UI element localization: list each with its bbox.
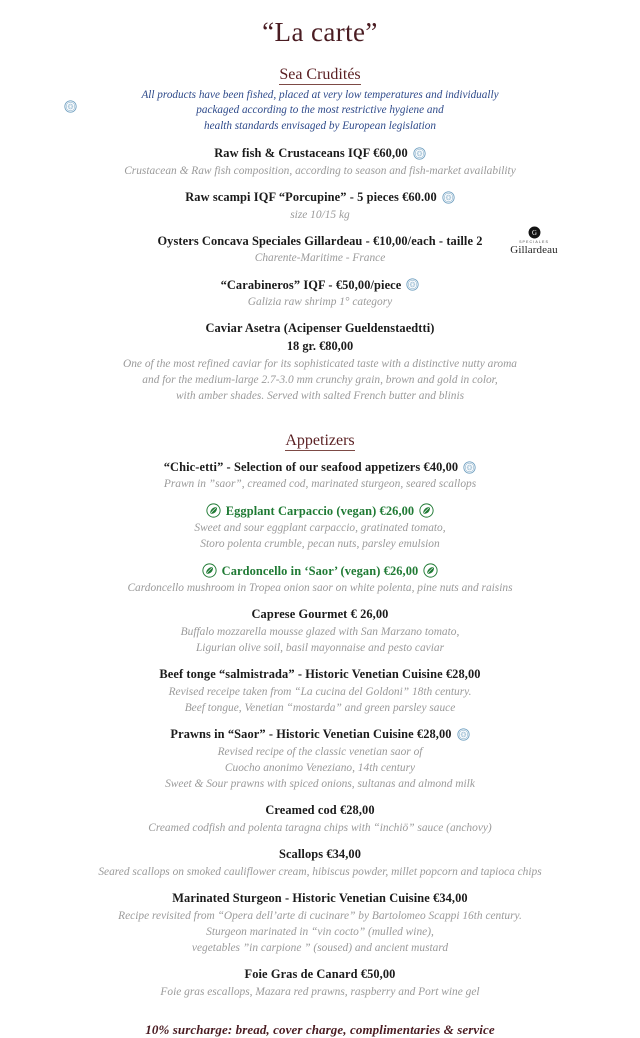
menu-item bbox=[16, 276, 624, 311]
menu-item-description: One of the most refined caviar for its sophisticated taste with a distinctive nutty aroma bbox=[123, 358, 517, 371]
menu-item bbox=[16, 144, 624, 179]
menu-item-description: Recipe revisited from “Opera dell’arte di cucinare” by Bartolomeo Scappi 16th century. bbox=[118, 909, 522, 922]
gillardeau-g-icon bbox=[528, 226, 541, 239]
menu-item-name: Caviar Asetra (Acipenser Gueldenstaedtti) bbox=[205, 321, 435, 336]
intro-text bbox=[16, 88, 624, 134]
vegan-leaf-icon bbox=[419, 503, 434, 518]
section-heading-appetizers bbox=[16, 431, 624, 450]
menu-item-name: Oysters Concava Speciales Gillardeau - €10,00/each - taille 2 bbox=[157, 233, 483, 248]
section-heading-sea-crudites bbox=[16, 65, 624, 84]
menu-item bbox=[16, 188, 624, 223]
menu-item-description: Sturgeon marinated in “vin cocto” (mulled wine), bbox=[206, 925, 434, 938]
menu-item-description: Cuocho anonimo Veneziano, 14th century bbox=[224, 762, 416, 775]
intro-line: All products have been fished, placed at very low temperatures and individually bbox=[141, 88, 499, 101]
gillardeau-brand-name: Gillardeau bbox=[510, 244, 558, 257]
menu-item-description: Charente-Maritime - France bbox=[254, 252, 386, 265]
menu-item-description: Revised recipe of the classic venetian saor of bbox=[217, 745, 423, 758]
menu-sections bbox=[16, 65, 624, 1009]
menu-item-title-row bbox=[16, 319, 624, 338]
menu-item bbox=[16, 229, 624, 267]
menu-item bbox=[16, 458, 624, 493]
menu-item-title-row bbox=[16, 845, 624, 864]
menu-item-title-row bbox=[16, 725, 624, 744]
menu-item-title-row bbox=[16, 458, 624, 477]
intro-frozen-badge bbox=[64, 98, 77, 116]
menu-item-title-row bbox=[16, 188, 624, 207]
menu-item-description: Sweet & Sour prawns with spiced onions, sultanas and almond milk bbox=[165, 778, 475, 791]
menu-item-title-row bbox=[16, 502, 624, 521]
intro-line: health standards envisaged by European legislation bbox=[204, 119, 436, 132]
menu-item bbox=[16, 725, 624, 792]
menu-section-appetizers bbox=[16, 431, 624, 1009]
frozen-badge-icon bbox=[457, 728, 470, 741]
intro-line: packaged according to the most restrictive hygiene and bbox=[196, 104, 444, 117]
vegan-leaf-icon bbox=[202, 563, 217, 578]
menu-item-name: Scallops €34,00 bbox=[278, 847, 362, 862]
frozen-badge-icon bbox=[442, 191, 455, 204]
menu-item-description: Sweet and sour eggplant carpaccio, gratinated tomato, bbox=[194, 522, 446, 535]
menu-section-sea-crudites bbox=[16, 65, 624, 414]
menu-item bbox=[16, 801, 624, 836]
menu-item-name: Beef tonge “salmistrada” - Historic Venetian Cuisine €28,00 bbox=[159, 667, 481, 682]
page-title: “La carte” bbox=[262, 17, 378, 47]
menu-item-description: size 10/15 kg bbox=[290, 208, 350, 221]
menu-item-name: Cardoncello in ‘Saor’ (vegan) €26,00 bbox=[221, 563, 419, 578]
menu-item-description: Revised receipe taken from “La cucina del Goldoni” 18th century. bbox=[168, 685, 472, 698]
menu-item bbox=[16, 562, 624, 597]
frozen-badge-icon bbox=[406, 278, 419, 291]
menu-item bbox=[16, 889, 624, 956]
section-intro bbox=[16, 88, 624, 134]
menu-item-name: Eggplant Carpaccio (vegan) €26,00 bbox=[225, 503, 415, 518]
menu-item-title-row bbox=[16, 562, 624, 581]
menu-item bbox=[16, 965, 624, 1000]
menu-item-name: “Carabineros” IQF - €50,00/piece bbox=[220, 277, 402, 292]
menu-item-description: Galizia raw shrimp 1° category bbox=[247, 296, 393, 309]
menu-item-description: with amber shades. Served with salted French butter and blinis bbox=[175, 390, 465, 403]
gillardeau-logo bbox=[506, 226, 562, 257]
menu-item-description: Creamed codfish and polenta taragna chips with “inchiö” sauce (anchovy) bbox=[148, 822, 492, 835]
menu-item bbox=[16, 605, 624, 656]
menu-item-title-row bbox=[16, 965, 624, 984]
menu-item bbox=[16, 665, 624, 716]
menu-item-description: Seared scallops on smoked cauliflower cream, hibiscus powder, millet popcorn and tapioca chips bbox=[98, 865, 542, 878]
menu-item bbox=[16, 502, 624, 553]
menu-item-name: Marinated Sturgeon - Historic Venetian Cuisine €34,00 bbox=[172, 891, 468, 906]
menu-item-description: Buffalo mozzarella mousse glazed with San Marzano tomato, bbox=[180, 625, 460, 638]
menu-item-title-row bbox=[16, 276, 624, 295]
menu-item-description: Beef tongue, Venetian “mostarda” and green parsley sauce bbox=[184, 702, 456, 715]
menu-item-description: and for the medium-large 2.7-3.0 mm crunchy grain, brown and gold in color, bbox=[142, 374, 498, 387]
frozen-badge-icon bbox=[463, 461, 476, 474]
menu-item-description: Prawn in ”saor”, creamed cod, marinated sturgeon, seared scallops bbox=[163, 478, 477, 491]
frozen-badge-icon bbox=[64, 100, 77, 113]
menu-item-name: Raw fish & Crustaceans IQF €60,00 bbox=[214, 146, 408, 161]
vegan-leaf-icon bbox=[423, 563, 438, 578]
menu-item-title-row bbox=[16, 144, 624, 163]
menu-item-description: vegetables ”in carpione ” (soused) and ancient mustard bbox=[191, 942, 449, 955]
menu-item-name: Caprese Gourmet € 26,00 bbox=[251, 607, 389, 622]
menu-item-name: Prawns in “Saor” - Historic Venetian Cuisine €28,00 bbox=[170, 727, 452, 742]
menu-item bbox=[16, 845, 624, 880]
menu-item-description: Crustacean & Raw fish composition, according to season and fish-market availability bbox=[124, 164, 516, 177]
svg-text:G: G bbox=[531, 229, 537, 237]
frozen-badge-icon bbox=[413, 147, 426, 160]
menu-item-subtitle: 18 gr. €80,00 bbox=[286, 339, 354, 354]
section-heading-text: Appetizers bbox=[285, 431, 355, 449]
menu-item-name: Raw scampi IQF “Porcupine” - 5 pieces €60.00 bbox=[185, 190, 437, 205]
menu-page bbox=[0, 17, 640, 1038]
menu-item-title-row bbox=[16, 665, 624, 684]
menu-item-description: Foie gras escallops, Mazara red prawns, raspberry and Port wine gel bbox=[160, 985, 480, 998]
gillardeau-speciales-text: SPECIALES bbox=[519, 239, 549, 244]
menu-item-description: Ligurian olive soil, basil mayonnaise and pesto caviar bbox=[195, 642, 445, 655]
menu-item-description: Storo polenta crumble, pecan nuts, parsley emulsion bbox=[200, 538, 440, 551]
menu-item-name: Creamed cod €28,00 bbox=[265, 803, 375, 818]
surcharge-note: 10% surcharge: bread, cover charge, complimentaries & service bbox=[145, 1022, 495, 1038]
section-heading-text: Sea Crudités bbox=[279, 65, 361, 83]
menu-item bbox=[16, 319, 624, 404]
vegan-leaf-icon bbox=[206, 503, 221, 518]
menu-item-name: “Chic-etti” - Selection of our seafood appetizers €40,00 bbox=[163, 459, 459, 474]
menu-item-title-row bbox=[16, 801, 624, 820]
menu-item-name: Foie Gras de Canard €50,00 bbox=[244, 967, 396, 982]
menu-item-title-row bbox=[16, 605, 624, 624]
menu-item-description: Cardoncello mushroom in Tropea onion saor on white polenta, pine nuts and raisins bbox=[127, 582, 513, 595]
